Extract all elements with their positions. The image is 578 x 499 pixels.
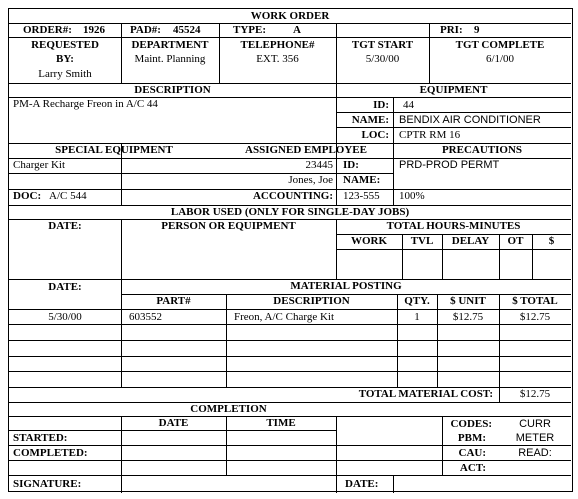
equipment-name-value: BENDIX AIR CONDITIONER bbox=[399, 114, 541, 126]
pri-label: PRI: bbox=[440, 24, 463, 36]
labor-person-label: PERSON OR EQUIPMENT bbox=[161, 220, 296, 232]
material-row-date: 5/30/00 bbox=[48, 311, 82, 323]
requested-label: REQUESTED bbox=[31, 39, 99, 51]
employee-number: 23445 bbox=[305, 159, 333, 171]
tgt-complete-value: 6/1/00 bbox=[485, 53, 515, 65]
order-label: ORDER#: bbox=[23, 24, 72, 36]
signature-label: SIGNATURE: bbox=[13, 478, 82, 490]
pbm-label: PBM: bbox=[457, 432, 486, 444]
material-row-part: 603552 bbox=[129, 311, 162, 323]
accounting-label: ACCOUNTING: bbox=[252, 190, 333, 202]
requested-by-value: Larry Smith bbox=[38, 68, 92, 80]
cau-value: READ: bbox=[518, 447, 552, 459]
pad-label: PAD#: bbox=[130, 24, 161, 36]
completion-date-label: DATE bbox=[158, 417, 189, 429]
labor-col-ot: OT bbox=[507, 235, 524, 247]
special-equipment-value: Charger Kit bbox=[13, 159, 66, 171]
doc-label: DOC: bbox=[13, 190, 42, 202]
started-label: STARTED: bbox=[13, 432, 68, 444]
equipment-id-value: 44 bbox=[403, 99, 414, 111]
pad-value: 45524 bbox=[173, 24, 201, 36]
special-equipment-label: SPECIAL EQUIPMENT bbox=[55, 144, 173, 156]
material-col-part: PART# bbox=[156, 295, 191, 307]
equipment-id-label: ID: bbox=[373, 99, 389, 111]
employee-id-label: ID: bbox=[343, 159, 359, 171]
total-material-cost-label: TOTAL MATERIAL COST: bbox=[358, 388, 493, 400]
completed-label: COMPLETED: bbox=[13, 447, 88, 459]
labor-col-tvl: TVL bbox=[410, 235, 434, 247]
department-label: DEPARTMENT bbox=[131, 39, 209, 51]
description-label: DESCRIPTION bbox=[134, 84, 211, 96]
material-col-unit: $ UNIT bbox=[450, 295, 486, 307]
tgt-start-label: TGT START bbox=[351, 39, 414, 51]
codes-label: CODES: bbox=[450, 418, 492, 430]
description-value: PM-A Recharge Freon in A/C 44 bbox=[13, 98, 158, 110]
pbm-value: METER bbox=[515, 432, 555, 444]
material-row-qty: 1 bbox=[414, 311, 420, 323]
type-value: A bbox=[293, 24, 301, 36]
material-title: MATERIAL POSTING bbox=[290, 280, 402, 292]
labor-title: LABOR USED (ONLY FOR SINGLE-DAY JOBS) bbox=[170, 206, 410, 218]
precautions-label: PRECAUTIONS bbox=[441, 144, 523, 156]
material-date-label: DATE: bbox=[48, 281, 82, 293]
equipment-loc-value: CPTR RM 16 bbox=[399, 129, 461, 141]
total-material-cost-value: $12.75 bbox=[519, 388, 551, 400]
codes-value: CURR bbox=[519, 418, 551, 430]
material-col-total: $ TOTAL bbox=[512, 295, 558, 307]
employee-name-value: Jones, Joe bbox=[288, 174, 333, 186]
completion-title: COMPLETION bbox=[190, 403, 267, 415]
tgt-complete-label: TGT COMPLETE bbox=[455, 39, 545, 51]
material-row-description: Freon, A/C Charge Kit bbox=[234, 311, 335, 323]
labor-col-delay: DELAY bbox=[451, 235, 490, 247]
telephone-value: EXT. 356 bbox=[256, 53, 299, 65]
employee-name-label: NAME: bbox=[343, 174, 381, 186]
labor-col-dollar: $ bbox=[548, 235, 555, 247]
pri-value: 9 bbox=[474, 24, 480, 36]
telephone-label: TELEPHONE# bbox=[240, 39, 315, 51]
material-col-description: DESCRIPTION bbox=[273, 295, 350, 307]
accounting-value: 123-555 bbox=[343, 190, 380, 202]
equipment-label: EQUIPMENT bbox=[419, 84, 488, 96]
total-hours-label: TOTAL HOURS-MINUTES bbox=[386, 220, 521, 232]
accounting-percent: 100% bbox=[399, 190, 425, 202]
material-col-qty: QTY. bbox=[404, 295, 430, 307]
act-label: ACT: bbox=[459, 462, 486, 474]
material-row-unit: $12.75 bbox=[452, 311, 484, 323]
material-row-total: $12.75 bbox=[519, 311, 551, 323]
order-value: 1926 bbox=[83, 24, 105, 36]
labor-col-work: WORK bbox=[350, 235, 388, 247]
assigned-employee-label: ASSIGNED EMPLOYEE bbox=[245, 144, 367, 156]
completion-time-label: TIME bbox=[266, 417, 296, 429]
requested-by-label: BY: bbox=[56, 53, 74, 65]
equipment-loc-label: LOC: bbox=[361, 129, 389, 141]
labor-date-label: DATE: bbox=[48, 220, 82, 232]
signature-date-label: DATE: bbox=[345, 478, 379, 490]
equipment-name-label: NAME: bbox=[351, 114, 389, 126]
tgt-start-value: 5/30/00 bbox=[365, 53, 400, 65]
work-order-form bbox=[8, 8, 573, 492]
doc-value: A/C 544 bbox=[49, 190, 87, 202]
form-title: WORK ORDER bbox=[250, 10, 330, 22]
precautions-value: PRD-PROD PERMT bbox=[399, 159, 500, 171]
cau-label: CAU: bbox=[458, 447, 486, 459]
type-label: TYPE: bbox=[233, 24, 266, 36]
department-value: Maint. Planning bbox=[134, 53, 206, 65]
